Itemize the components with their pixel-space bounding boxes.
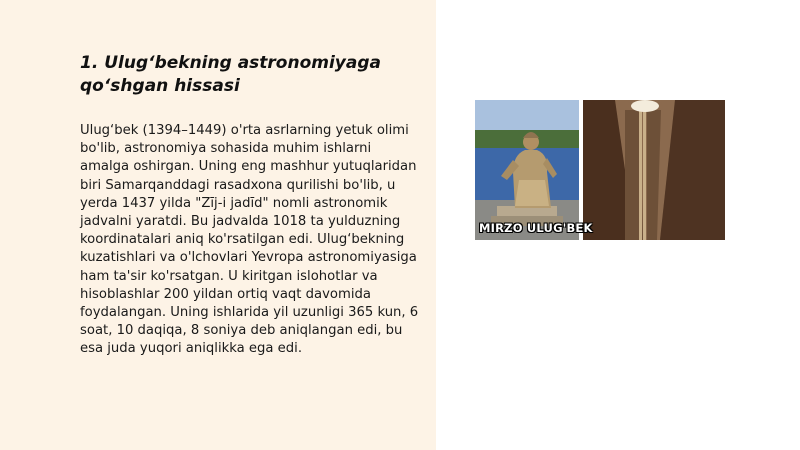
image-caption: MIRZO ULUG'BEK	[479, 221, 593, 235]
slide-body-text: Ulug‘bek (1394–1449) o'rta asrlarning yetuk olimi bo'lib, astronomiya sohasida muhim ishlarni amalga oshirgan. Uning eng mashhur yutuqlaridan biri Samarqanddagi rasadxona qurilishi bo'lib, u yerda 1437 yilda "Zīj-i jadīd" nomli astronomik jadvalni yaratdi. Bu jadvalda 1018 ta yulduzning koordinatalari aniq ko'rsatilgan edi. Ulug‘bekning kuzatishlari va o'lchovlari Yevropa astronomiyasiga ham ta'sir ko'rsatgan. U kiritgan islohotlar va hisoblashlar 200 yildan ortiq vaqt davomida foydalangan. Uning ishlarida yil uzunligi 365 kun, 6 soat, 10 daqiqa, 8 soniya deb aniqlangan edi, bu esa juda yuqori aniqlikka ega edi.	[80, 123, 419, 357]
ulugbek-photo	[475, 100, 725, 240]
ulugbek-photo-illustration	[475, 100, 725, 240]
slide-title: 1. Ulug‘bekning astronomiyaga qo‘shgan hissasi	[80, 53, 381, 96]
